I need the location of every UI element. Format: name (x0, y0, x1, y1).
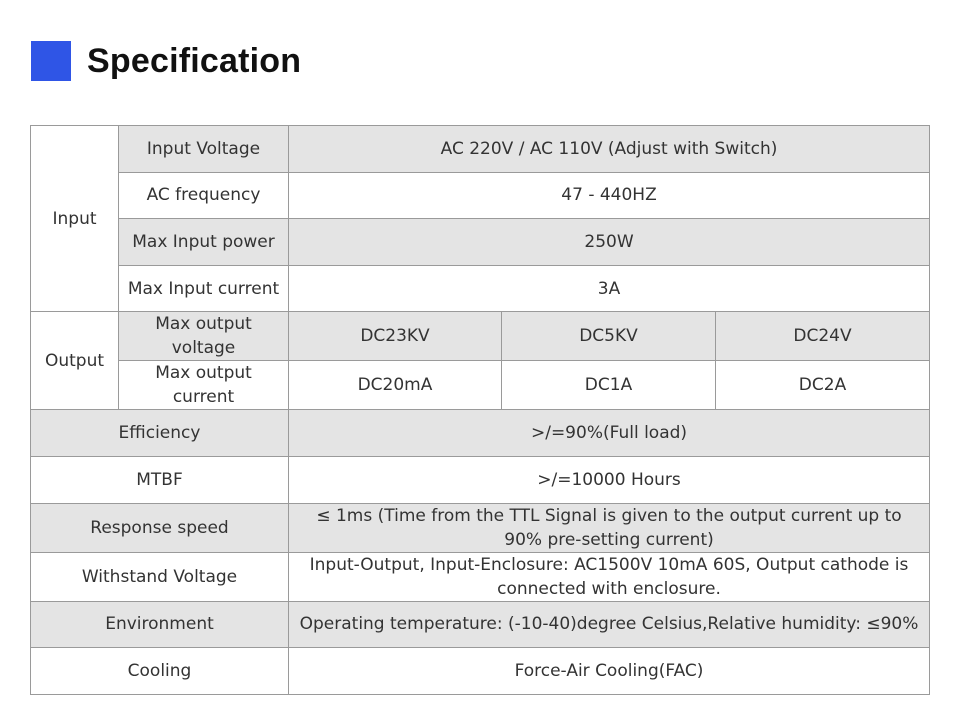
table-row (31, 361, 930, 410)
row-value: DC5KV (502, 312, 716, 361)
row-value: 47 - 440HZ (289, 172, 930, 219)
table-row (31, 456, 930, 503)
row-label: Cooling (31, 648, 289, 695)
table-row (31, 126, 930, 173)
table-row (31, 219, 930, 266)
page-header (31, 41, 301, 81)
row-value: AC 220V / AC 110V (Adjust with Switch) (289, 126, 930, 173)
page-title: Specification (87, 41, 302, 80)
row-label: Response speed (31, 503, 289, 552)
specification-table (30, 125, 930, 695)
table-row (31, 410, 930, 457)
row-label: MTBF (31, 456, 289, 503)
row-label: Environment (31, 601, 289, 648)
row-value: DC20mA (289, 361, 502, 410)
row-value: Force-Air Cooling(FAC) (289, 648, 930, 695)
row-value: ≤ 1ms (Time from the TTL Signal is given to the output current up to 90% pre-setting current) (289, 503, 930, 552)
input-group-label: Input (31, 126, 119, 312)
row-value: DC2A (716, 361, 930, 410)
table-row (31, 601, 930, 648)
row-label: AC frequency (119, 172, 289, 219)
row-value: 250W (289, 219, 930, 266)
table-row (31, 172, 930, 219)
row-value: DC23KV (289, 312, 502, 361)
row-label: Input Voltage (119, 126, 289, 173)
row-label: Max output current (119, 361, 289, 410)
row-value: DC1A (502, 361, 716, 410)
row-value: >/=10000 Hours (289, 456, 930, 503)
title-marker-square (31, 41, 71, 81)
row-value: DC24V (716, 312, 930, 361)
output-group-label: Output (31, 312, 119, 410)
row-label: Max Input current (119, 265, 289, 312)
row-value: Operating temperature: (-10-40)degree Celsius,Relative humidity: ≤90% (289, 601, 930, 648)
row-value: 3A (289, 265, 930, 312)
row-label: Efficiency (31, 410, 289, 457)
table-row (31, 552, 930, 601)
row-value: >/=90%(Full load) (289, 410, 930, 457)
row-value: Input-Output, Input-Enclosure: AC1500V 10mA 60S, Output cathode is connected with enclosure. (289, 552, 930, 601)
row-label: Max Input power (119, 219, 289, 266)
table-row (31, 648, 930, 695)
row-label: Max output voltage (119, 312, 289, 361)
table-row (31, 312, 930, 361)
table-row (31, 265, 930, 312)
table-row (31, 503, 930, 552)
row-label: Withstand Voltage (31, 552, 289, 601)
